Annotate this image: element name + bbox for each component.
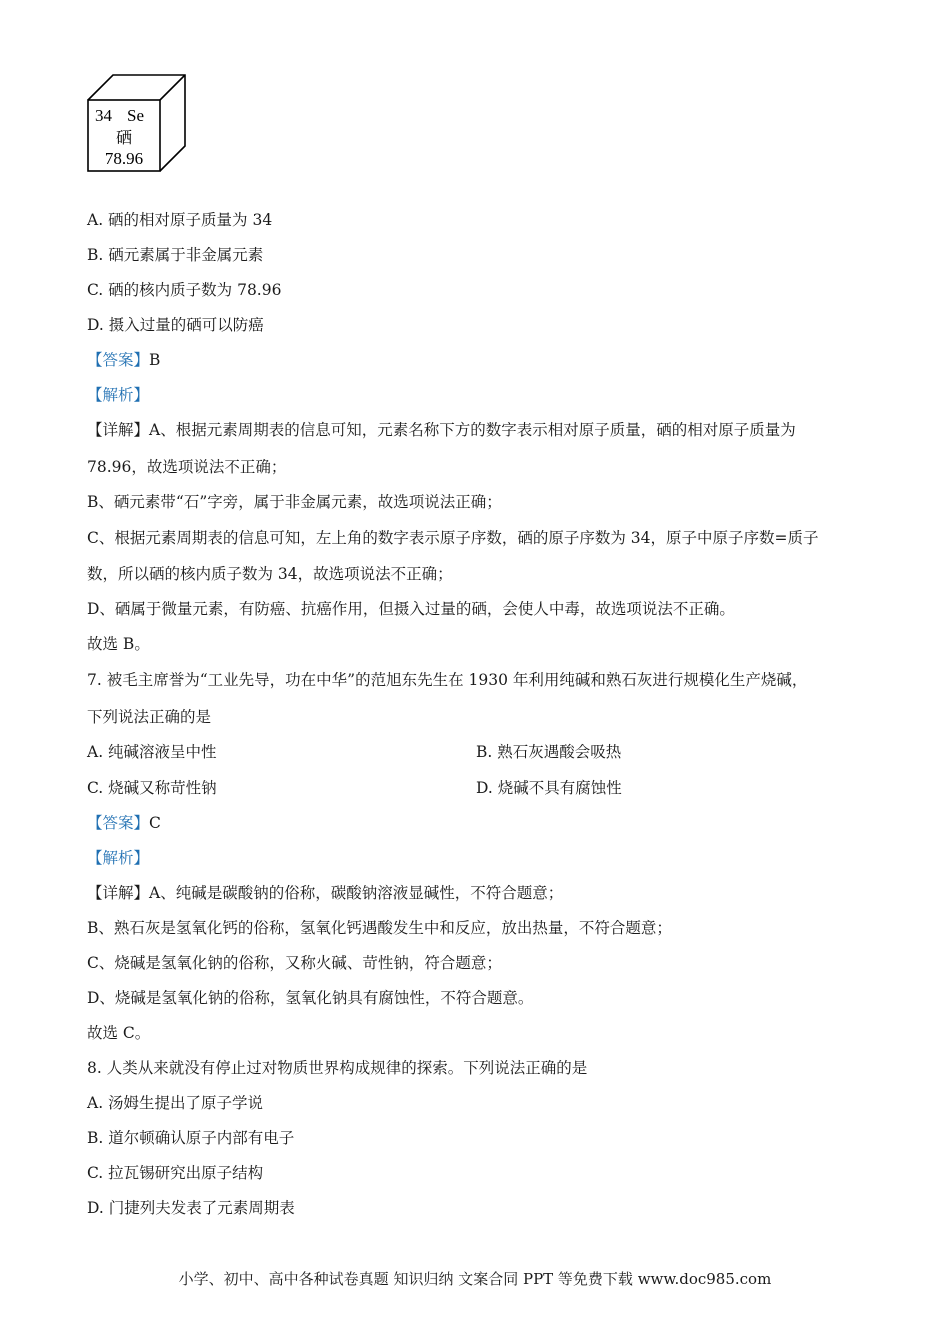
q8-option-a: A. 汤姆生提出了原子学说 <box>87 1094 264 1112</box>
q6-detail-line-1 <box>87 419 796 441</box>
q6-option-b: B. 硒元素属于非金属元素 <box>87 246 264 264</box>
q7-detail-line-2: B、熟石灰是氢氧化钙的俗称，氢氧化钙遇酸发生中和反应，放出热量，不符合题意； <box>87 919 672 937</box>
q7-option-d: D. 烧碱不具有腐蚀性 <box>476 779 622 797</box>
atomic-number: 34 <box>95 106 112 125</box>
q6-conclusion: 故选 B。 <box>87 635 150 653</box>
analysis-tag: 【解析】 <box>87 386 150 404</box>
detail-text: A、纯碱是碳酸钠的俗称，碳酸钠溶液显碱性，不符合题意； <box>149 884 564 902</box>
q7-option-c: C. 烧碱又称苛性钠 <box>87 779 217 797</box>
q7-conclusion: 故选 C。 <box>87 1024 151 1042</box>
element-name: 硒 <box>115 128 133 147</box>
q8-option-d: D. 门捷列夫发表了元素周期表 <box>87 1199 295 1217</box>
answer-value: B <box>149 351 161 369</box>
q6-option-a: A. 硒的相对原子质量为 34 <box>87 211 273 229</box>
q6-option-d: D. 摄入过量的硒可以防癌 <box>87 316 264 334</box>
q7-stem-line-1: 7. 被毛主席誉为“工业先导，功在中华”的范旭东先生在 1930 年利用纯碱和熟石灰进行规模化生产烧碱， <box>87 671 808 689</box>
element-symbol: Se <box>127 106 144 125</box>
detail-tag: 【详解】 <box>87 884 150 902</box>
q7-detail-line-1 <box>87 882 563 904</box>
atomic-mass: 78.96 <box>104 149 144 168</box>
q7-stem-line-2: 下列说法正确的是 <box>87 708 212 726</box>
q7-option-a: A. 纯碱溶液呈中性 <box>87 743 217 761</box>
q7-detail-line-3: C、烧碱是氢氧化钠的俗称，又称火碱、苛性钠，符合题意； <box>87 954 502 972</box>
q6-detail-line-6: D、硒属于微量元素，有防癌、抗癌作用，但摄入过量的硒，会使人中毒，故选项说法不正确。 <box>87 600 735 618</box>
page-footer: 小学、初中、高中各种试卷真题 知识归纳 文案合同 PPT 等免费下载 www.doc985.com <box>178 1270 772 1288</box>
q7-analysis <box>87 847 149 869</box>
q7-detail-line-4: D、烧碱是氢氧化钠的俗称，氢氧化钠具有腐蚀性，不符合题意。 <box>87 989 534 1007</box>
analysis-tag: 【解析】 <box>87 849 150 867</box>
q6-detail-line-2: 78.96，故选项说法不正确； <box>87 458 287 476</box>
q7-option-b: B. 熟石灰遇酸会吸热 <box>476 743 622 761</box>
element-cube-figure <box>86 73 190 175</box>
q8-option-b: B. 道尔顿确认原子内部有电子 <box>87 1129 295 1147</box>
q6-detail-line-5: 数，所以硒的核内质子数为 34，故选项说法不正确； <box>87 565 453 583</box>
selenium-element-box <box>86 73 190 175</box>
q7-answer <box>87 812 161 834</box>
q6-answer <box>87 349 160 371</box>
detail-tag: 【详解】 <box>87 421 150 439</box>
q6-option-c: C. 硒的核内质子数为 78.96 <box>87 281 282 299</box>
detail-text: A、根据元素周期表的信息可知，元素名称下方的数字表示相对原子质量，硒的相对原子质量为 <box>149 421 796 439</box>
answer-tag: 【答案】 <box>87 814 150 832</box>
q6-detail-line-4: C、根据元素周期表的信息可知，左上角的数字表示原子序数，硒的原子序数为 34，原子中原子序数=质子 <box>87 529 819 547</box>
answer-tag: 【答案】 <box>87 351 150 369</box>
q6-detail-line-3: B、硒元素带“石”字旁，属于非金属元素，故选项说法正确； <box>87 493 502 511</box>
q8-stem: 8. 人类从来就没有停止过对物质世界构成规律的探索。下列说法正确的是 <box>87 1059 588 1077</box>
q6-analysis <box>87 384 149 406</box>
answer-value: C <box>149 814 161 832</box>
q8-option-c: C. 拉瓦锡研究出原子结构 <box>87 1164 264 1182</box>
